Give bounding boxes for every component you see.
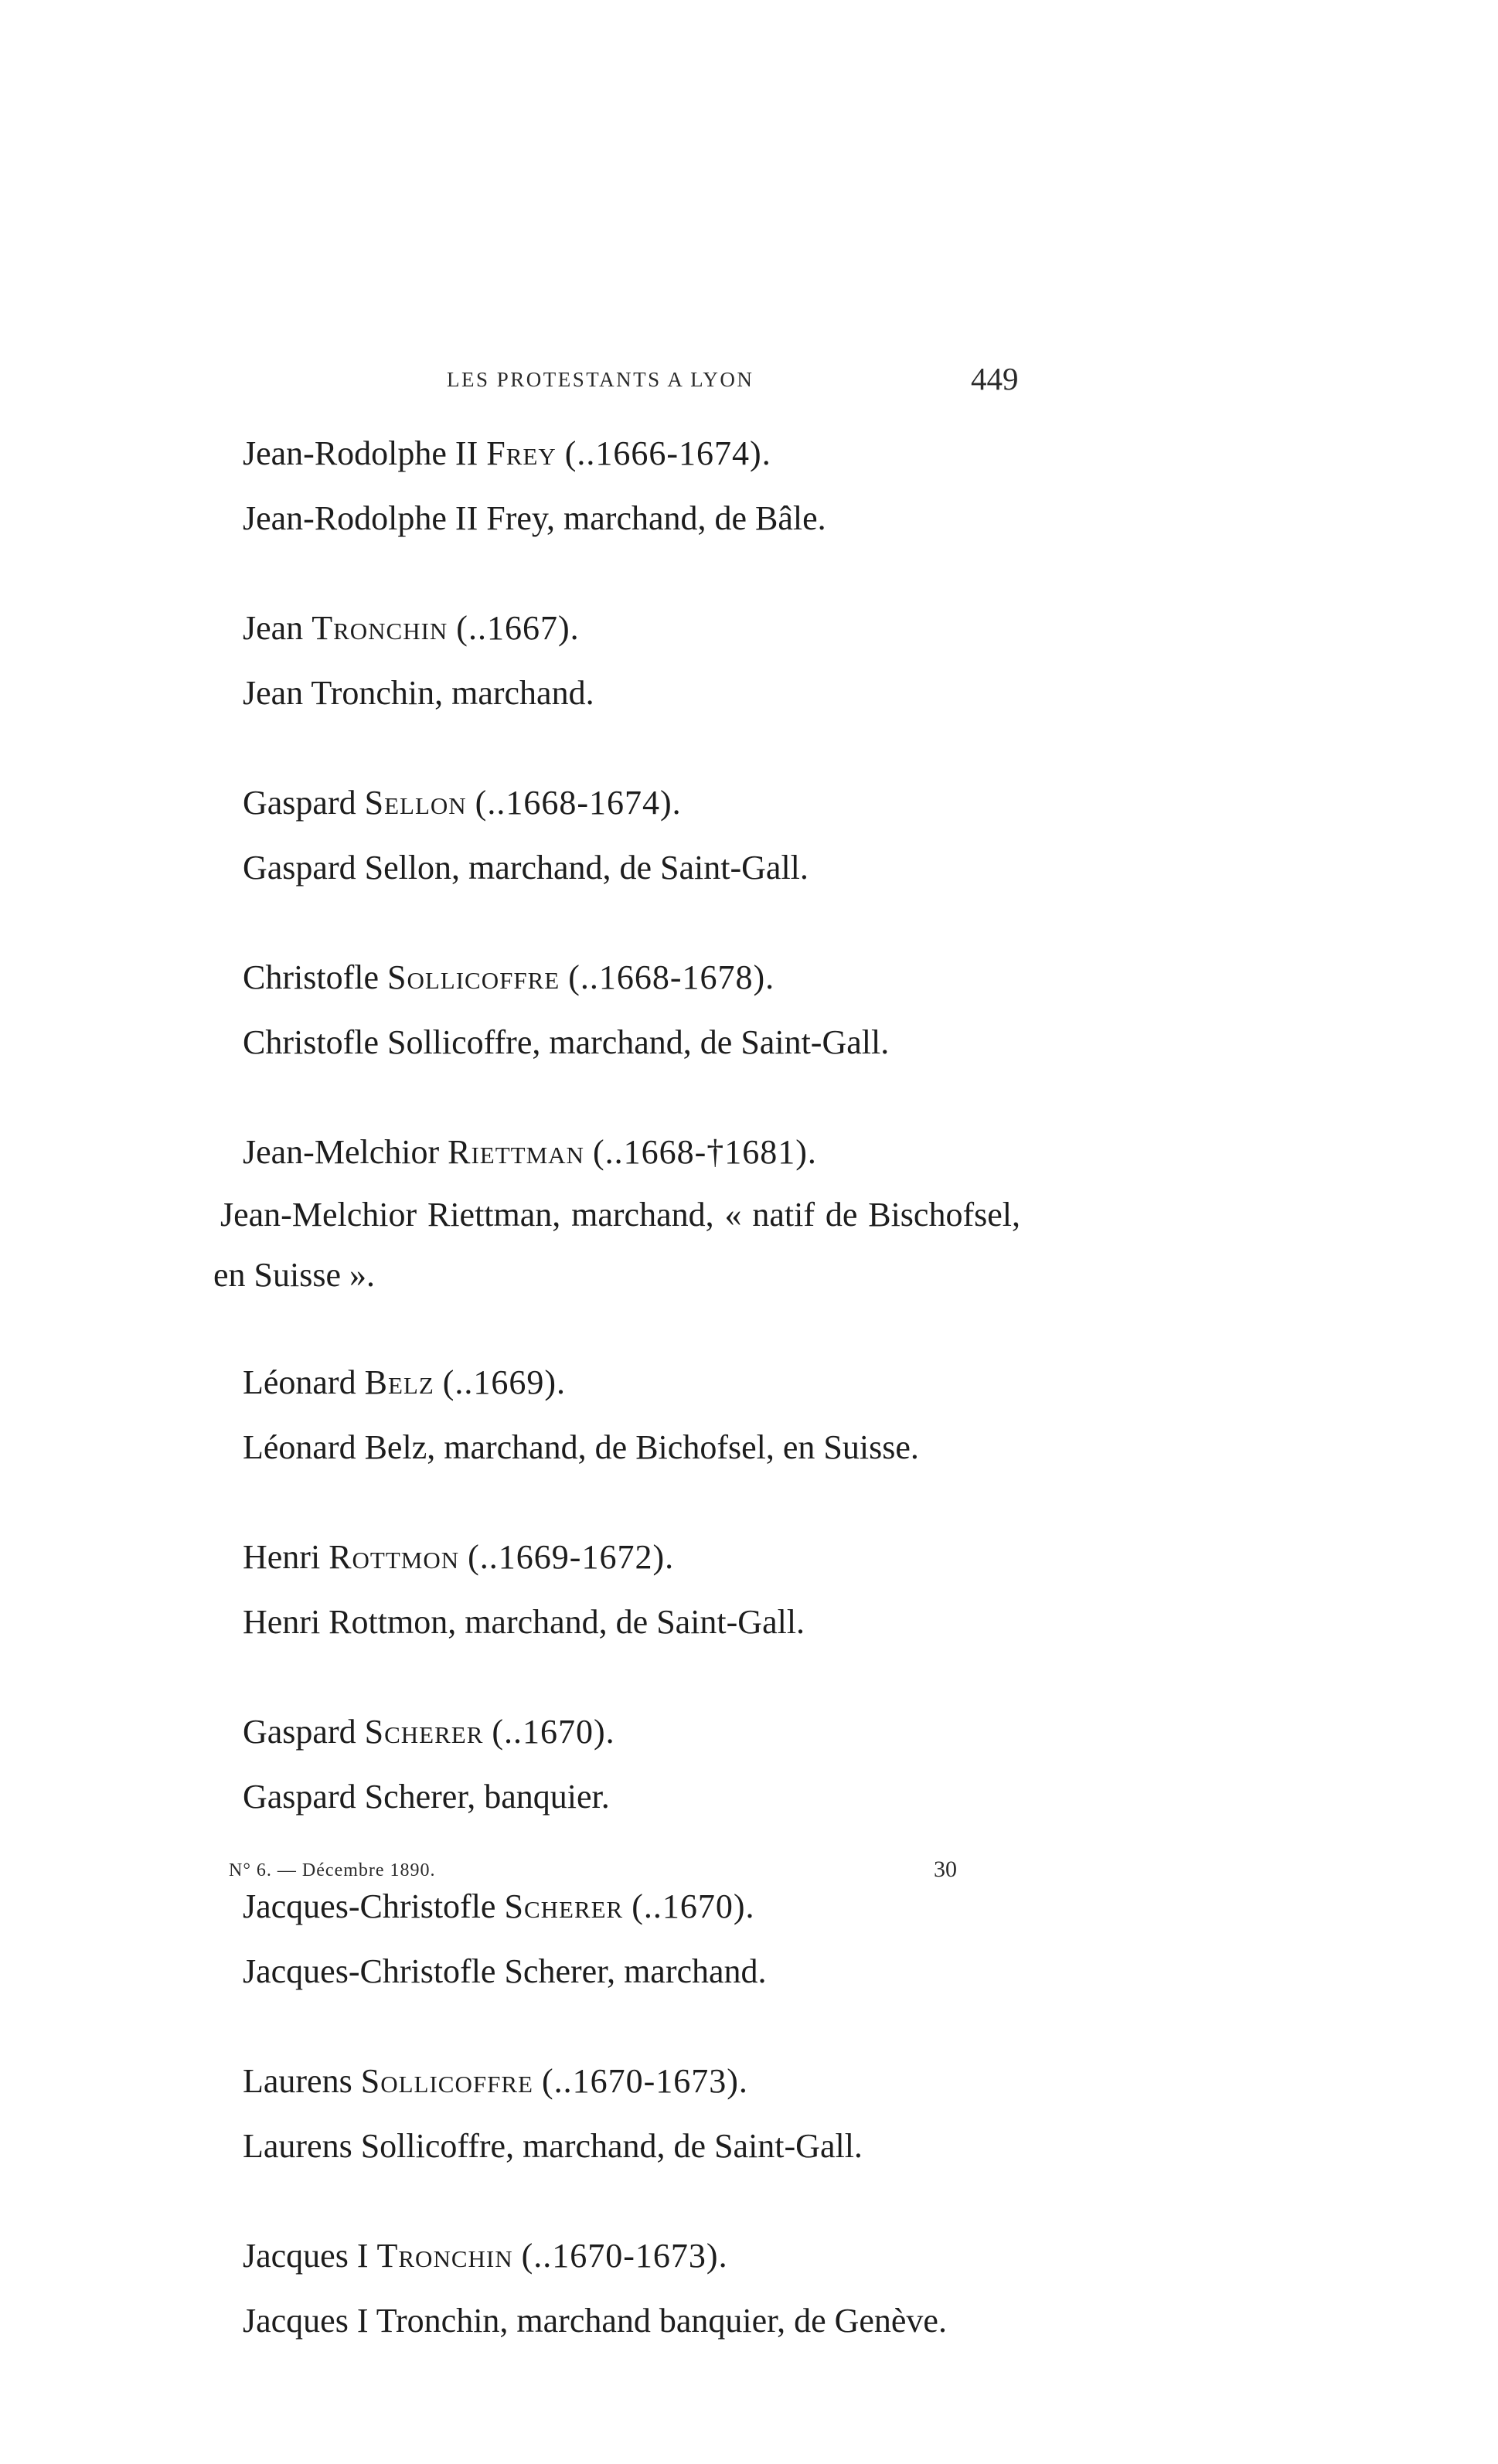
dates: (..1668-1674). <box>475 784 682 822</box>
entry-description: Jacques I Tronchin, marchand banquier, de Genève. <box>243 2302 947 2340</box>
given-name: Jean-Rodolphe II <box>243 434 478 472</box>
dates: (..1668-1678). <box>568 958 775 996</box>
page-number: 449 <box>971 361 1019 396</box>
entry-description: Christofle Sollicoffre, marchand, de Saint-Gall. <box>243 1023 890 1061</box>
entry-description: Léonard Belz, marchand, de Bichofsel, en Suisse. <box>243 1428 919 1466</box>
given-name: Christofle <box>243 958 379 996</box>
entry-heading <box>243 596 1020 661</box>
list-item <box>243 1350 1020 1480</box>
entry-description: Gaspard Scherer, banquier. <box>243 1778 610 1816</box>
entry-list <box>213 421 1020 2398</box>
entry-heading <box>243 771 1020 836</box>
dates: (..1668-†1681). <box>592 1133 817 1171</box>
surname: Sellon <box>364 784 467 822</box>
list-item <box>243 1874 1020 2004</box>
list-item <box>243 945 1020 1075</box>
dates: (..1669-1672). <box>468 1538 675 1576</box>
dates: (..1667). <box>456 609 580 647</box>
given-name: Jean-Melchior <box>243 1133 440 1171</box>
entry-heading <box>243 1350 1020 1415</box>
dates: (..1666-1674). <box>564 434 771 472</box>
list-item <box>243 421 1020 551</box>
list-item <box>243 1700 1020 1829</box>
surname: Scherer <box>504 1887 624 1925</box>
given-name: Jacques-Christofle <box>243 1887 496 1925</box>
entry-description: Gaspard Sellon, marchand, de Saint-Gall. <box>243 849 809 887</box>
surname: Tronchin <box>312 609 448 647</box>
entry-description: Laurens Sollicoffre, marchand, de Saint-Gall. <box>243 2127 863 2165</box>
dates: (..1670). <box>492 1713 615 1751</box>
given-name: Henri <box>243 1538 321 1576</box>
entry-heading <box>243 2224 1020 2289</box>
given-name: Jacques I <box>243 2237 369 2275</box>
given-name: Jean <box>243 609 304 647</box>
given-name: Gaspard <box>243 784 356 822</box>
entry-heading <box>243 1525 1020 1590</box>
surname: Tronchin <box>376 2237 513 2275</box>
entry-heading <box>243 1700 1020 1765</box>
list-item <box>243 2049 1020 2179</box>
dates: (..1669). <box>442 1363 567 1401</box>
running-title: LES PROTESTANTS A LYON <box>447 368 754 391</box>
list-item <box>243 771 1020 900</box>
surname: Scherer <box>364 1713 484 1751</box>
given-name: Léonard <box>243 1363 356 1401</box>
list-item <box>213 1120 1020 1305</box>
dates: (..1670-1673). <box>521 2237 728 2275</box>
signature-mark: 30 <box>934 1857 957 1882</box>
surname: Sollicoffre <box>386 958 560 996</box>
list-item <box>243 2224 1020 2353</box>
entry-heading <box>243 2049 1020 2114</box>
surname: Riettman <box>448 1133 584 1171</box>
entry-description: Henri Rottmon, marchand, de Saint-Gall. <box>243 1603 805 1641</box>
dates: (..1670-1673). <box>541 2062 748 2100</box>
entry-description: Jacques-Christofle Scherer, marchand. <box>243 1952 767 1990</box>
issue-note: N° 6. — Décembre 1890. <box>229 1860 436 1880</box>
entry-heading <box>243 945 1020 1010</box>
dates: (..1670). <box>632 1887 755 1925</box>
given-name: Gaspard <box>243 1713 356 1751</box>
entry-heading <box>243 1120 1020 1185</box>
list-item <box>243 1525 1020 1655</box>
surname: Belz <box>364 1363 434 1401</box>
surname: Sollicoffre <box>360 2062 533 2100</box>
surname: Frey <box>486 434 557 472</box>
surname: Rottmon <box>329 1538 460 1576</box>
entry-description: Jean-Rodolphe II Frey, marchand, de Bâle. <box>243 499 826 537</box>
entry-description: Jean-Melchior Riettman, marchand, « natif de Bischofsel, en Suisse ». <box>213 1196 1020 1294</box>
list-item <box>243 596 1020 726</box>
entry-heading <box>243 1874 1020 1939</box>
entry-heading <box>243 421 1020 486</box>
entry-description: Jean Tronchin, marchand. <box>243 674 594 712</box>
given-name: Laurens <box>243 2062 352 2100</box>
